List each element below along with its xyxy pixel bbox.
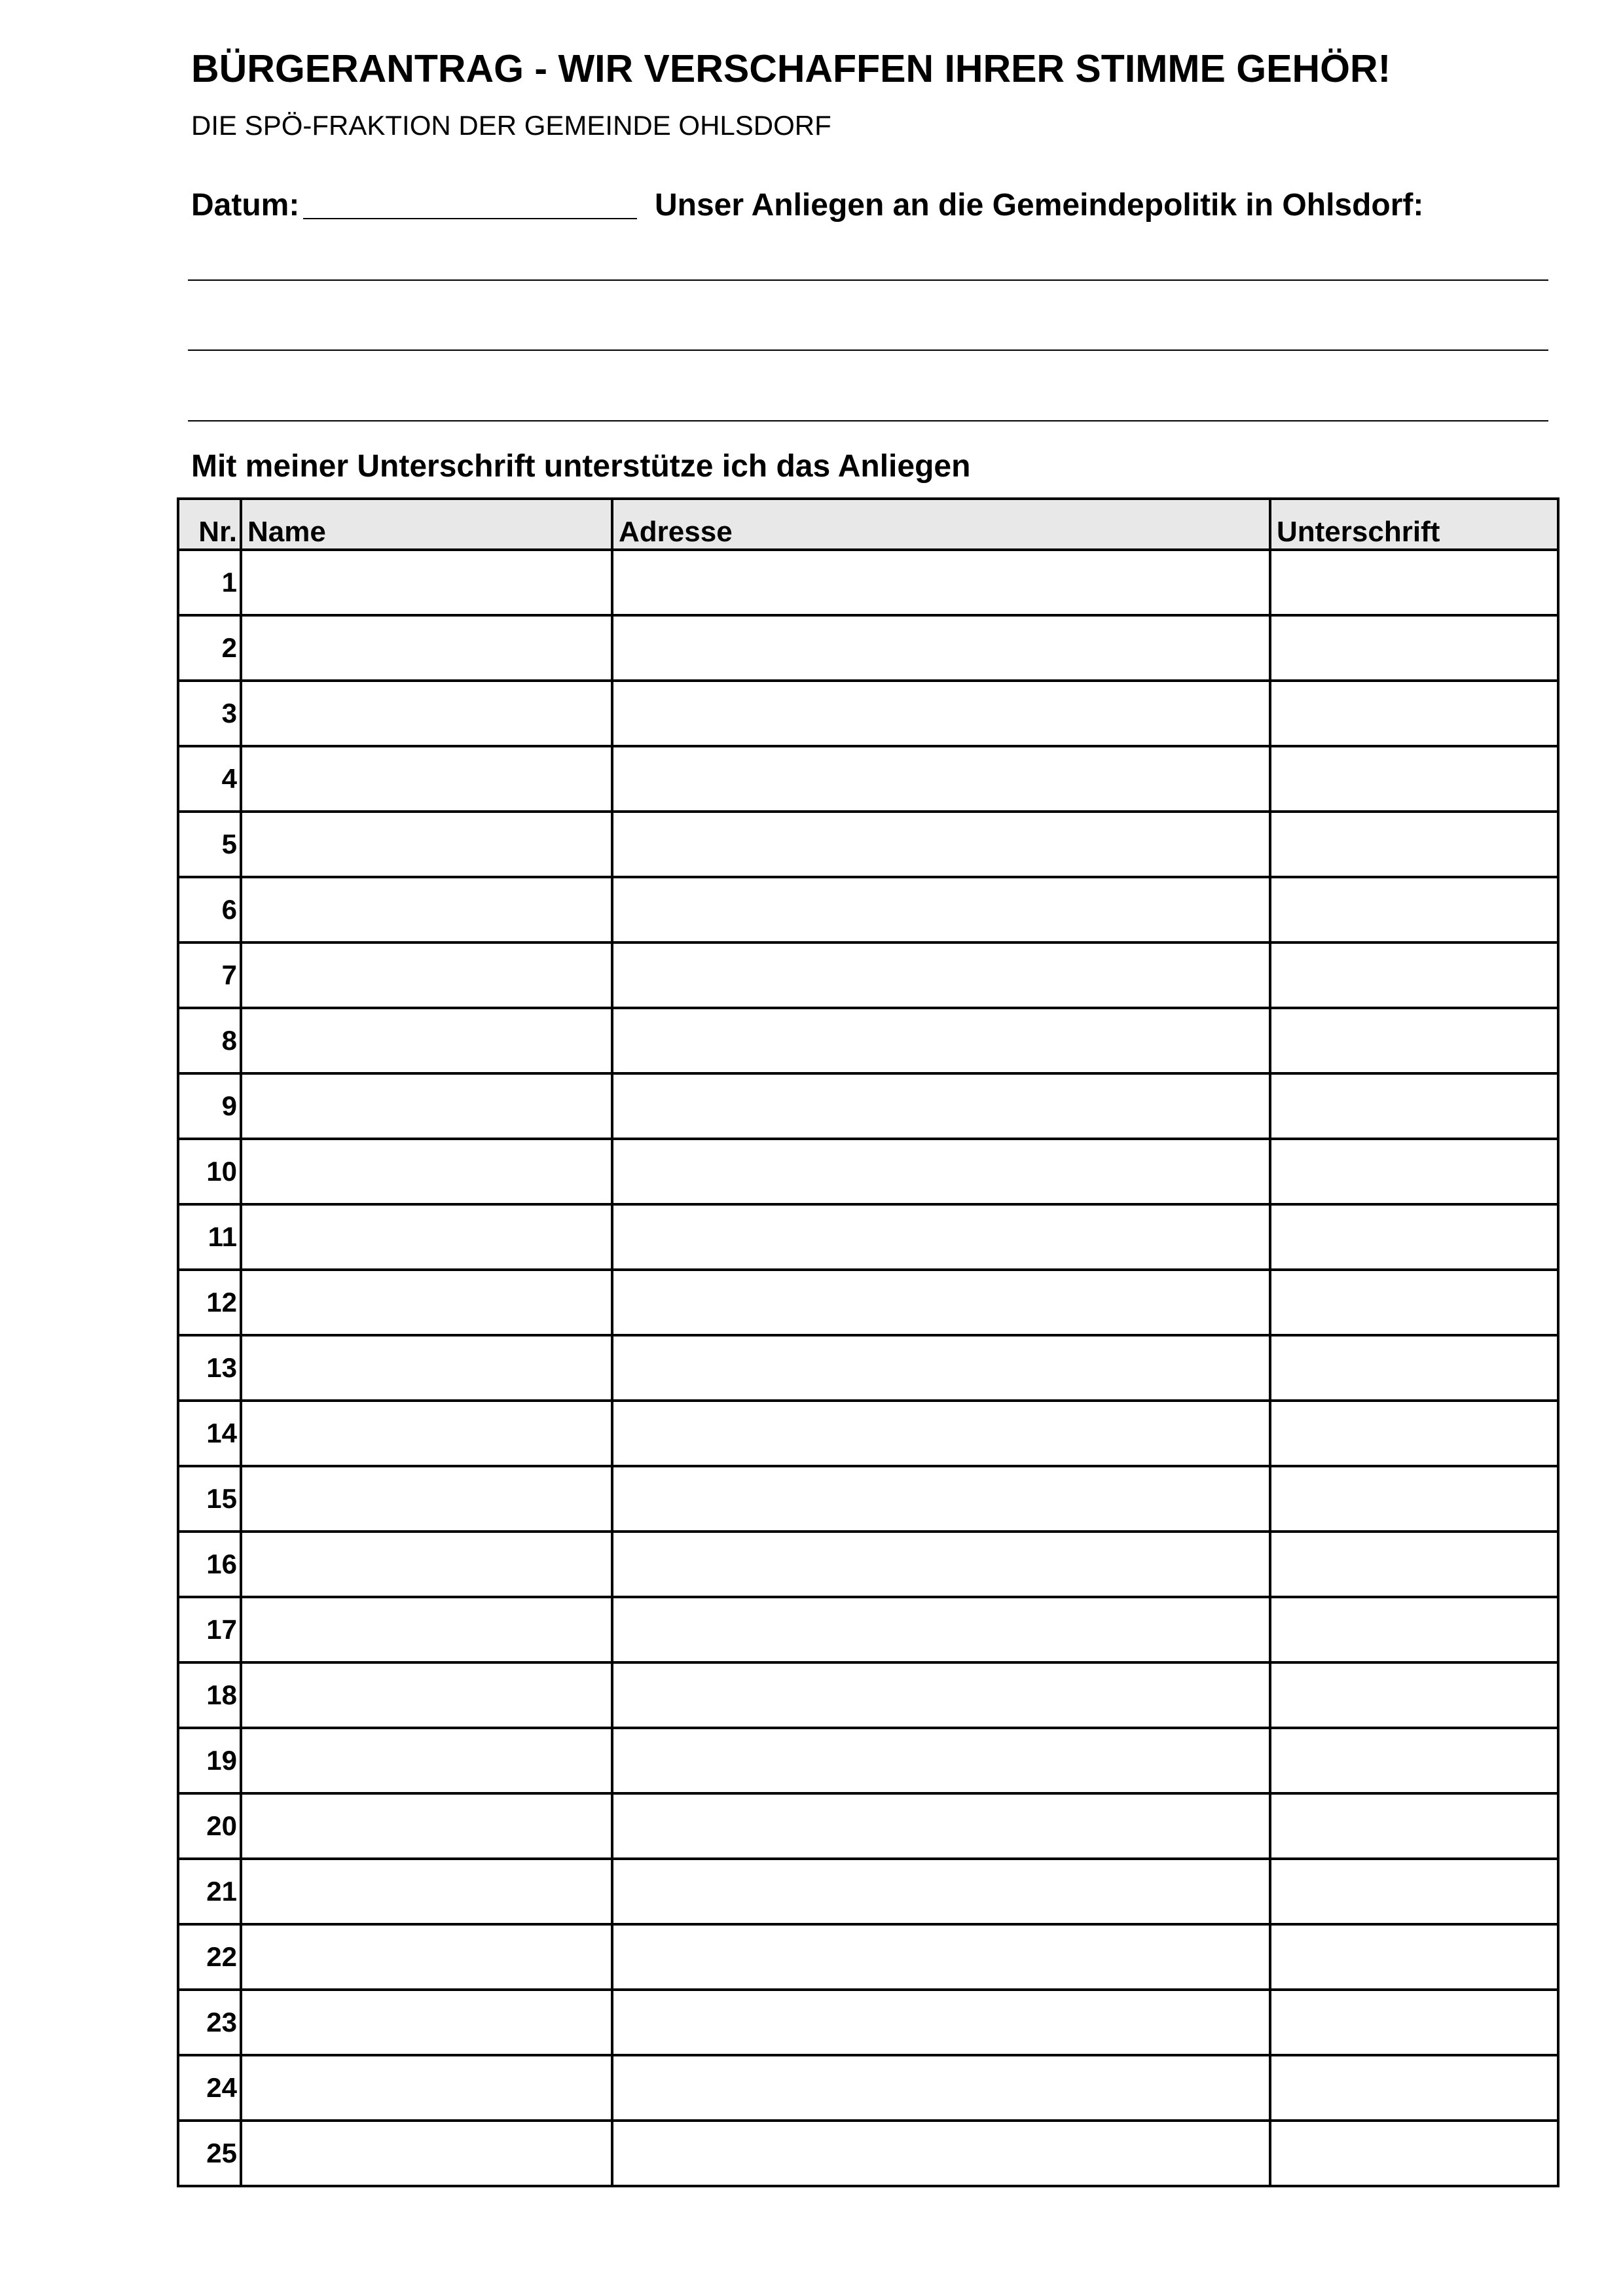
adresse-cell bbox=[612, 1073, 1270, 1139]
table-row bbox=[178, 1008, 1558, 1073]
adresse-cell bbox=[612, 1597, 1270, 1662]
row-number: 4 bbox=[178, 746, 241, 812]
name-cell bbox=[241, 1466, 612, 1532]
unterschrift-cell bbox=[1270, 1924, 1558, 1990]
signature-input[interactable] bbox=[1271, 2122, 1557, 2185]
adresse-cell bbox=[612, 812, 1270, 877]
unterschrift-cell bbox=[1270, 1073, 1558, 1139]
address-input[interactable] bbox=[613, 1664, 1269, 1727]
name-input[interactable] bbox=[242, 2056, 611, 2119]
row-number: 6 bbox=[178, 877, 241, 942]
table-row bbox=[178, 1401, 1558, 1466]
row-number: 1 bbox=[178, 550, 241, 615]
adresse-cell bbox=[612, 1204, 1270, 1270]
name-cell bbox=[241, 1008, 612, 1073]
name-input[interactable] bbox=[242, 747, 611, 810]
name-input[interactable] bbox=[242, 1860, 611, 1923]
signature-input[interactable] bbox=[1271, 1860, 1557, 1923]
concern-line-3[interactable] bbox=[188, 393, 1548, 422]
table-row bbox=[178, 812, 1558, 877]
unterschrift-cell bbox=[1270, 1270, 1558, 1335]
signature-input[interactable] bbox=[1271, 1598, 1557, 1661]
address-input[interactable] bbox=[613, 1926, 1269, 1988]
adresse-cell bbox=[612, 1990, 1270, 2055]
adresse-cell bbox=[612, 1793, 1270, 1859]
adresse-cell bbox=[612, 1401, 1270, 1466]
row-number: 18 bbox=[178, 1662, 241, 1728]
row-number: 16 bbox=[178, 1532, 241, 1597]
name-cell bbox=[241, 1597, 612, 1662]
address-input[interactable] bbox=[613, 1729, 1269, 1792]
signature-input[interactable] bbox=[1271, 878, 1557, 941]
unterschrift-cell bbox=[1270, 1466, 1558, 1532]
name-input[interactable] bbox=[242, 1729, 611, 1792]
address-input[interactable] bbox=[613, 944, 1269, 1007]
adresse-cell bbox=[612, 2121, 1270, 2186]
name-cell bbox=[241, 1139, 612, 1204]
address-input[interactable] bbox=[613, 1336, 1269, 1399]
unterschrift-cell bbox=[1270, 746, 1558, 812]
signature-input[interactable] bbox=[1271, 1271, 1557, 1334]
adresse-cell bbox=[612, 1008, 1270, 1073]
signature-input[interactable] bbox=[1271, 1729, 1557, 1792]
table-row bbox=[178, 1139, 1558, 1204]
adresse-cell bbox=[612, 1662, 1270, 1728]
unterschrift-cell bbox=[1270, 681, 1558, 746]
unterschrift-cell bbox=[1270, 1990, 1558, 2055]
date-field[interactable] bbox=[303, 187, 642, 219]
address-input[interactable] bbox=[613, 1860, 1269, 1923]
unterschrift-cell bbox=[1270, 550, 1558, 615]
unterschrift-cell bbox=[1270, 615, 1558, 681]
table-row bbox=[178, 1204, 1558, 1270]
row-number: 12 bbox=[178, 1270, 241, 1335]
row-number: 19 bbox=[178, 1728, 241, 1793]
name-input[interactable] bbox=[242, 878, 611, 941]
adresse-cell bbox=[612, 1924, 1270, 1990]
address-input[interactable] bbox=[613, 1206, 1269, 1268]
adresse-cell bbox=[612, 681, 1270, 746]
adresse-cell bbox=[612, 615, 1270, 681]
signature-input[interactable] bbox=[1271, 747, 1557, 810]
name-input[interactable] bbox=[242, 551, 611, 614]
signature-input[interactable] bbox=[1271, 2056, 1557, 2119]
adresse-cell bbox=[612, 1859, 1270, 1924]
row-number: 22 bbox=[178, 1924, 241, 1990]
unterschrift-cell bbox=[1270, 1139, 1558, 1204]
name-input[interactable] bbox=[242, 944, 611, 1007]
address-input[interactable] bbox=[613, 1598, 1269, 1661]
row-number: 8 bbox=[178, 1008, 241, 1073]
address-input[interactable] bbox=[613, 1467, 1269, 1530]
row-number: 9 bbox=[178, 1073, 241, 1139]
signature-input[interactable] bbox=[1271, 1009, 1557, 1072]
name-input[interactable] bbox=[242, 1795, 611, 1857]
adresse-cell bbox=[612, 1270, 1270, 1335]
column-header-nr: Nr. bbox=[178, 499, 241, 550]
unterschrift-cell bbox=[1270, 1008, 1558, 1073]
name-input[interactable] bbox=[242, 1009, 611, 1072]
unterschrift-cell bbox=[1270, 2121, 1558, 2186]
support-statement: Mit meiner Unterschrift unterstütze ich das Anliegen bbox=[191, 449, 971, 484]
unterschrift-cell bbox=[1270, 1662, 1558, 1728]
name-input[interactable] bbox=[242, 1926, 611, 1988]
table-row bbox=[178, 1335, 1558, 1401]
name-input[interactable] bbox=[242, 2122, 611, 2185]
unterschrift-cell bbox=[1270, 1204, 1558, 1270]
unterschrift-cell bbox=[1270, 2055, 1558, 2121]
name-cell bbox=[241, 1662, 612, 1728]
table-row bbox=[178, 1859, 1558, 1924]
adresse-cell bbox=[612, 746, 1270, 812]
name-input[interactable] bbox=[242, 1664, 611, 1727]
signature-input[interactable] bbox=[1271, 1467, 1557, 1530]
row-number: 2 bbox=[178, 615, 241, 681]
row-number: 7 bbox=[178, 942, 241, 1008]
name-cell bbox=[241, 1335, 612, 1401]
name-cell bbox=[241, 615, 612, 681]
name-cell bbox=[241, 1793, 612, 1859]
name-cell bbox=[241, 681, 612, 746]
name-cell bbox=[241, 1401, 612, 1466]
signature-input[interactable] bbox=[1271, 1140, 1557, 1203]
address-input[interactable] bbox=[613, 813, 1269, 876]
name-cell bbox=[241, 1073, 612, 1139]
table-row bbox=[178, 1924, 1558, 1990]
name-input[interactable] bbox=[242, 1533, 611, 1596]
row-number: 25 bbox=[178, 2121, 241, 2186]
adresse-cell bbox=[612, 550, 1270, 615]
unterschrift-cell bbox=[1270, 942, 1558, 1008]
address-input[interactable] bbox=[613, 1271, 1269, 1334]
name-cell bbox=[241, 812, 612, 877]
adresse-cell bbox=[612, 1335, 1270, 1401]
adresse-cell bbox=[612, 877, 1270, 942]
signature-input[interactable] bbox=[1271, 1533, 1557, 1596]
concern-label: Unser Anliegen an die Gemeindepolitik in Ohlsdorf: bbox=[655, 188, 1424, 223]
address-input[interactable] bbox=[613, 551, 1269, 614]
row-number: 20 bbox=[178, 1793, 241, 1859]
table-row bbox=[178, 1532, 1558, 1597]
row-number: 23 bbox=[178, 1990, 241, 2055]
row-number: 17 bbox=[178, 1597, 241, 1662]
row-number: 21 bbox=[178, 1859, 241, 1924]
address-input[interactable] bbox=[613, 1075, 1269, 1138]
table-row bbox=[178, 1793, 1558, 1859]
signature-input[interactable] bbox=[1271, 1336, 1557, 1399]
unterschrift-cell bbox=[1270, 1335, 1558, 1401]
row-number: 5 bbox=[178, 812, 241, 877]
signature-input[interactable] bbox=[1271, 1664, 1557, 1727]
table-row bbox=[178, 1270, 1558, 1335]
name-input[interactable] bbox=[242, 813, 611, 876]
name-input[interactable] bbox=[242, 1271, 611, 1334]
row-number: 24 bbox=[178, 2055, 241, 2121]
row-number: 15 bbox=[178, 1466, 241, 1532]
row-number: 13 bbox=[178, 1335, 241, 1401]
column-header-unterschrift: Unterschrift bbox=[1270, 499, 1558, 550]
name-input[interactable] bbox=[242, 1467, 611, 1530]
adresse-cell bbox=[612, 1466, 1270, 1532]
table-row bbox=[178, 746, 1558, 812]
table-row bbox=[178, 615, 1558, 681]
table-row bbox=[178, 942, 1558, 1008]
name-cell bbox=[241, 1270, 612, 1335]
row-number: 10 bbox=[178, 1139, 241, 1204]
signature-input[interactable] bbox=[1271, 551, 1557, 614]
name-input[interactable] bbox=[242, 1075, 611, 1138]
name-input[interactable] bbox=[242, 1991, 611, 2054]
signature-input[interactable] bbox=[1271, 1795, 1557, 1857]
name-cell bbox=[241, 2055, 612, 2121]
signature-input[interactable] bbox=[1271, 1926, 1557, 1988]
concern-line-1[interactable] bbox=[188, 252, 1548, 281]
row-number: 14 bbox=[178, 1401, 241, 1466]
concern-line-2[interactable] bbox=[188, 322, 1548, 351]
signature-table bbox=[177, 497, 1559, 2187]
unterschrift-cell bbox=[1270, 812, 1558, 877]
name-cell bbox=[241, 1728, 612, 1793]
unterschrift-cell bbox=[1270, 1728, 1558, 1793]
address-input[interactable] bbox=[613, 617, 1269, 679]
address-input[interactable] bbox=[613, 878, 1269, 941]
signature-input[interactable] bbox=[1271, 944, 1557, 1007]
signature-input[interactable] bbox=[1271, 1402, 1557, 1465]
unterschrift-cell bbox=[1270, 1532, 1558, 1597]
page-title: BÜRGERANTRAG - WIR VERSCHAFFEN IHRER STIMME GEHÖR! bbox=[191, 47, 1391, 90]
signature-input[interactable] bbox=[1271, 1206, 1557, 1268]
signature-table-body bbox=[178, 550, 1558, 2186]
address-input[interactable] bbox=[613, 1991, 1269, 2054]
address-input[interactable] bbox=[613, 747, 1269, 810]
table-row bbox=[178, 1597, 1558, 1662]
address-input[interactable] bbox=[613, 1402, 1269, 1465]
column-header-name: Name bbox=[241, 499, 612, 550]
name-cell bbox=[241, 550, 612, 615]
signature-input[interactable] bbox=[1271, 813, 1557, 876]
adresse-cell bbox=[612, 1728, 1270, 1793]
adresse-cell bbox=[612, 942, 1270, 1008]
name-cell bbox=[241, 1532, 612, 1597]
name-cell bbox=[241, 2121, 612, 2186]
name-input[interactable] bbox=[242, 1206, 611, 1268]
address-input[interactable] bbox=[613, 1009, 1269, 1072]
adresse-cell bbox=[612, 1139, 1270, 1204]
name-cell bbox=[241, 877, 612, 942]
table-row bbox=[178, 877, 1558, 942]
address-input[interactable] bbox=[613, 2056, 1269, 2119]
signature-input[interactable] bbox=[1271, 617, 1557, 679]
date-row bbox=[191, 187, 1566, 226]
address-input[interactable] bbox=[613, 2122, 1269, 2185]
unterschrift-cell bbox=[1270, 1793, 1558, 1859]
signature-input[interactable] bbox=[1271, 1075, 1557, 1138]
table-row bbox=[178, 681, 1558, 746]
table-row bbox=[178, 550, 1558, 615]
table-row bbox=[178, 1990, 1558, 2055]
table-row bbox=[178, 2121, 1558, 2186]
table-row bbox=[178, 2055, 1558, 2121]
name-cell bbox=[241, 1924, 612, 1990]
table-header-row bbox=[178, 499, 1558, 550]
table-row bbox=[178, 1662, 1558, 1728]
name-input[interactable] bbox=[242, 682, 611, 745]
address-input[interactable] bbox=[613, 1533, 1269, 1596]
column-header-adresse: Adresse bbox=[612, 499, 1270, 550]
name-cell bbox=[241, 1859, 612, 1924]
name-input[interactable] bbox=[242, 1140, 611, 1203]
adresse-cell bbox=[612, 1532, 1270, 1597]
name-cell bbox=[241, 1990, 612, 2055]
name-cell bbox=[241, 1204, 612, 1270]
name-input[interactable] bbox=[242, 1598, 611, 1661]
signature-input[interactable] bbox=[1271, 1991, 1557, 2054]
row-number: 3 bbox=[178, 681, 241, 746]
date-label: Datum: bbox=[191, 188, 300, 223]
unterschrift-cell bbox=[1270, 1597, 1558, 1662]
name-input[interactable] bbox=[242, 617, 611, 679]
name-cell bbox=[241, 746, 612, 812]
name-input[interactable] bbox=[242, 1336, 611, 1399]
table-row bbox=[178, 1073, 1558, 1139]
page-subtitle: DIE SPÖ-FRAKTION DER GEMEINDE OHLSDORF bbox=[191, 110, 831, 141]
address-input[interactable] bbox=[613, 1140, 1269, 1203]
row-number: 11 bbox=[178, 1204, 241, 1270]
name-cell bbox=[241, 942, 612, 1008]
table-row bbox=[178, 1466, 1558, 1532]
adresse-cell bbox=[612, 2055, 1270, 2121]
name-input[interactable] bbox=[242, 1402, 611, 1465]
signature-input[interactable] bbox=[1271, 682, 1557, 745]
unterschrift-cell bbox=[1270, 1401, 1558, 1466]
address-input[interactable] bbox=[613, 682, 1269, 745]
table-row bbox=[178, 1728, 1558, 1793]
unterschrift-cell bbox=[1270, 1859, 1558, 1924]
address-input[interactable] bbox=[613, 1795, 1269, 1857]
unterschrift-cell bbox=[1270, 877, 1558, 942]
